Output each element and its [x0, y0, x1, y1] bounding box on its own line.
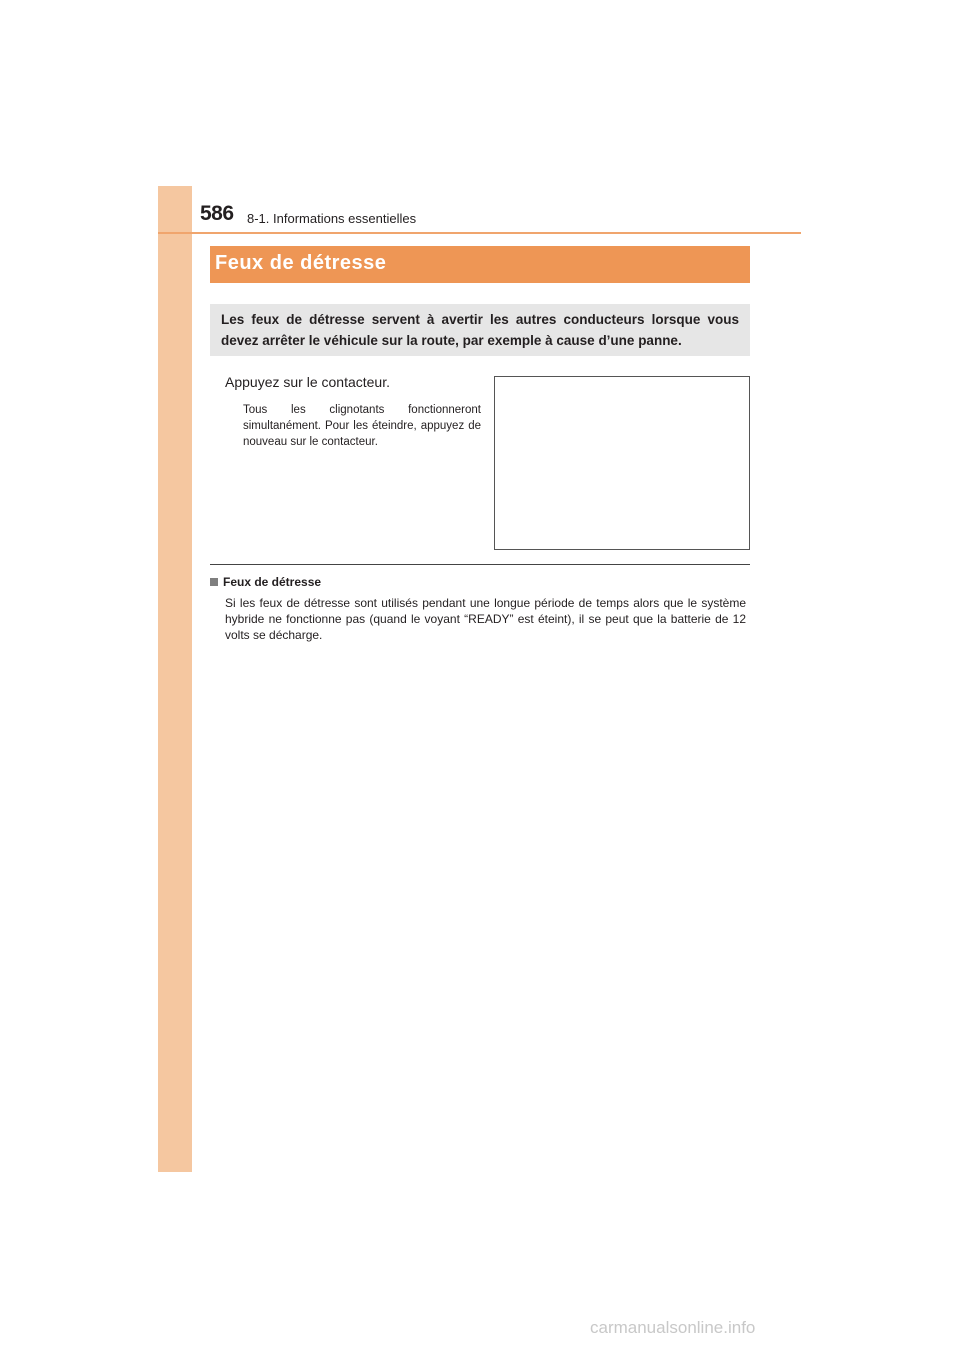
header-divider: [158, 232, 801, 234]
section-divider: [210, 564, 750, 565]
illustration-frame: [494, 376, 750, 550]
watermark: carmanualsonline.info: [590, 1318, 756, 1337]
note-heading: [210, 575, 321, 589]
section-label: 8-1. Informations essentielles: [247, 211, 417, 226]
intro-text: Les feux de détresse servent à avertir les autres conducteurs lorsque vous devez arrêter le véhicule sur la route, par exemple à cause d’une panne.: [221, 312, 739, 348]
section-title-bar: [210, 246, 750, 283]
square-bullet-icon: [210, 578, 218, 586]
section-title: Feux de détresse: [215, 252, 387, 274]
intro-box: [210, 304, 750, 356]
note-body: Si les feux de détresse sont utilisés pendant une longue période de temps alors que le système hybride ne fonctionne pas (quand le voyant “READY” est éteint), il se peut que la batterie de 12 volts se décharge.: [225, 596, 746, 642]
note-heading-text: Feux de détresse: [223, 575, 322, 589]
step-note: Tous les clignotants fonctionneront simultanément. Pour les éteindre, appuyez de nouveau sur le contacteur.: [243, 404, 481, 448]
side-tab: [158, 186, 192, 1172]
step-instruction: Appuyez sur le contacteur.: [225, 374, 390, 390]
page-number: 586: [200, 202, 234, 225]
